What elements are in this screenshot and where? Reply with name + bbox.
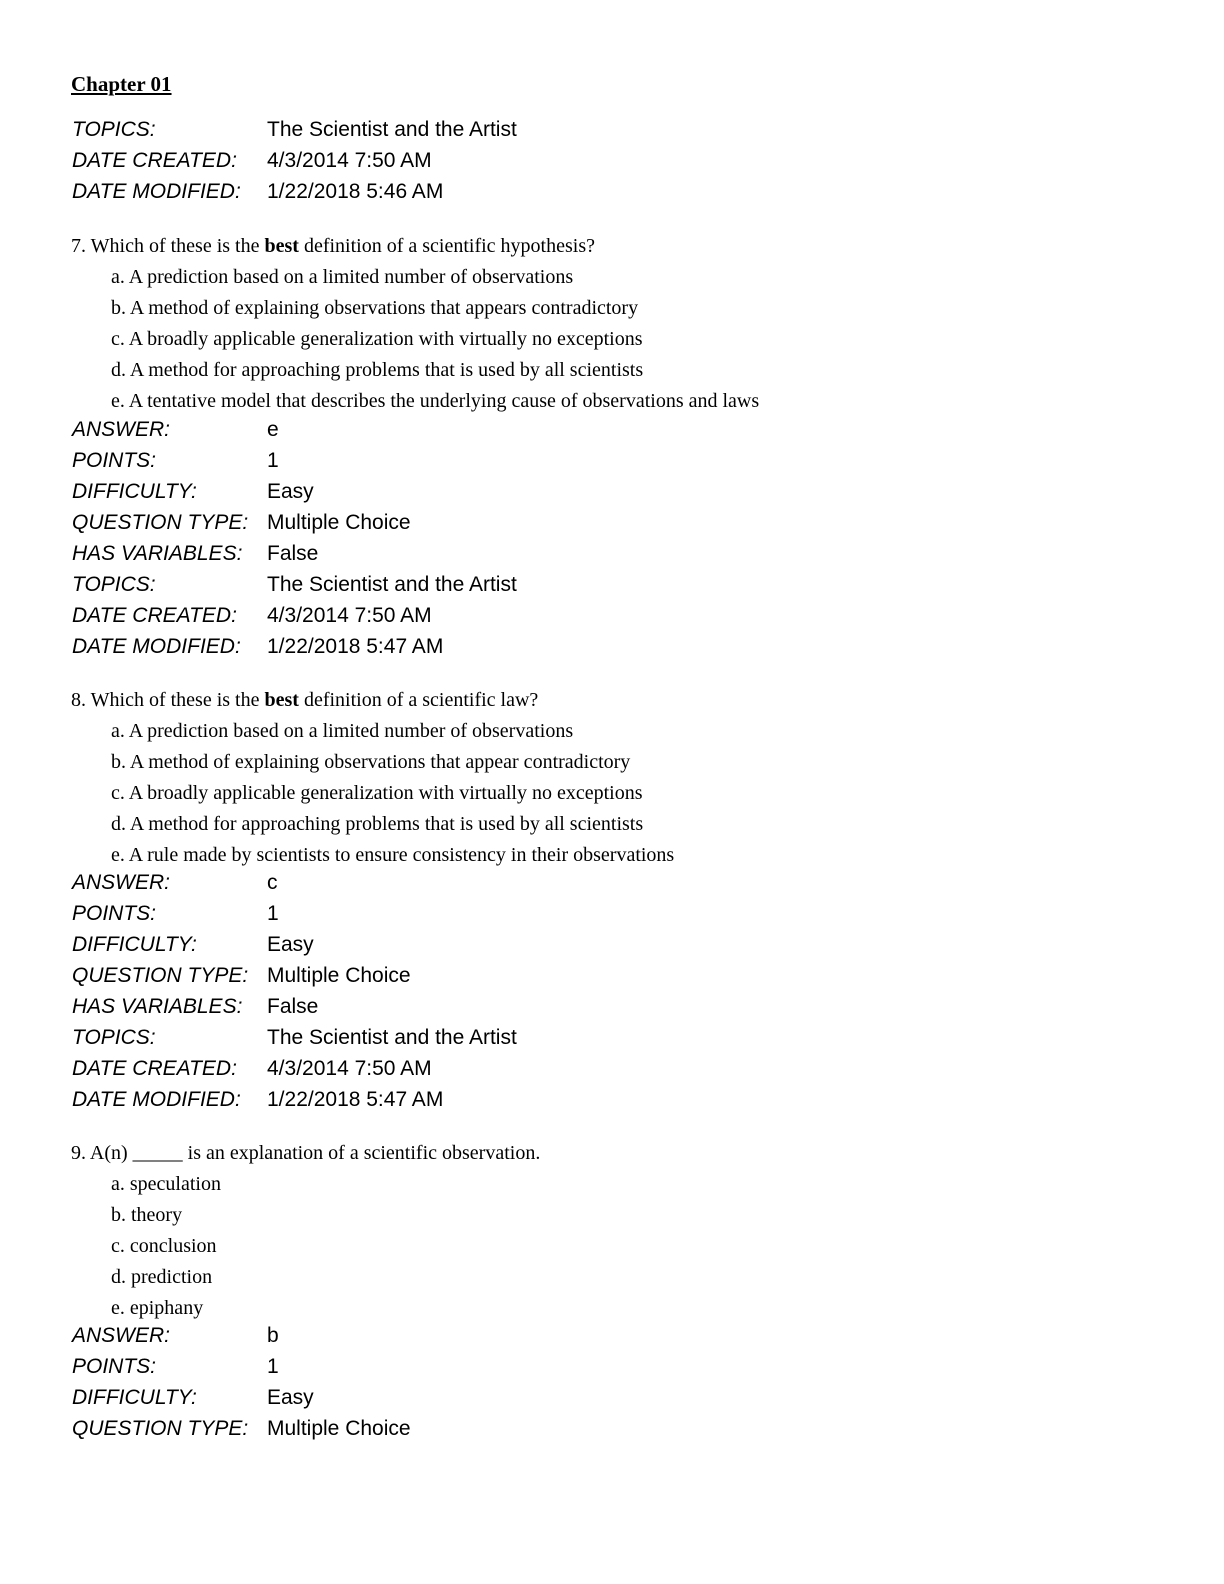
answer-option-a: a. speculation <box>111 1173 221 1195</box>
answer-option-e: e. A rule made by scientists to ensure consistency in their observations <box>111 844 675 866</box>
meta-value: b <box>267 1324 279 1347</box>
meta-row-question-type <box>72 1413 411 1444</box>
meta-value: 1 <box>267 1355 279 1378</box>
answer-option-a: a. A prediction based on a limited number of observations <box>111 720 574 742</box>
answer-option-c: c. A broadly applicable generalization with virtually no exceptions <box>111 782 643 804</box>
stem-text: 7. Which of these is the <box>71 235 265 257</box>
question-9 <box>71 1138 540 1324</box>
meta-value: 4/3/2014 7:50 AM <box>267 1057 432 1080</box>
meta-value: False <box>267 995 319 1018</box>
meta-row-points <box>72 445 517 476</box>
meta-value: Multiple Choice <box>267 964 411 987</box>
meta-label: DIFFICULTY: <box>72 933 197 956</box>
meta-label: TOPICS: <box>72 1026 156 1049</box>
meta-value: Easy <box>267 480 314 503</box>
answer-option-d: d. prediction <box>111 1266 213 1288</box>
meta-value: 4/3/2014 7:50 AM <box>267 604 432 627</box>
meta-value: Multiple Choice <box>267 1417 411 1440</box>
meta-row-question-type <box>72 960 517 991</box>
meta-label: DIFFICULTY: <box>72 1386 197 1409</box>
question-stem <box>71 1138 540 1169</box>
answer-option-d: d. A method for approaching problems that is used by all scientists <box>111 359 644 381</box>
answer-option-e: e. epiphany <box>111 1297 204 1319</box>
meta-row-answer <box>72 1320 411 1351</box>
meta-label: DATE MODIFIED: <box>72 180 241 203</box>
meta-value: 1 <box>267 902 279 925</box>
meta-row-date-modified <box>72 176 517 207</box>
question-7 <box>71 231 759 417</box>
meta-row-has-variables <box>72 991 517 1022</box>
answer-option-b: b. theory <box>111 1204 183 1226</box>
meta-value: Easy <box>267 933 314 956</box>
meta-label: TOPICS: <box>72 573 156 596</box>
meta-value: Multiple Choice <box>267 511 411 534</box>
meta-row-date-modified <box>72 1084 517 1115</box>
meta-label: ANSWER: <box>72 418 171 441</box>
meta-row-date-created <box>72 600 517 631</box>
meta-value: 1/22/2018 5:46 AM <box>267 180 444 203</box>
meta-row-topics <box>72 1022 517 1053</box>
question-stem <box>71 685 674 716</box>
meta-row-question-type <box>72 507 517 538</box>
meta-row-topics <box>72 569 517 600</box>
answer-option-c: c. conclusion <box>111 1235 217 1257</box>
meta-label: POINTS: <box>72 902 157 925</box>
stem-emphasis: best <box>264 689 299 711</box>
chapter-title: Chapter 01 <box>71 72 172 96</box>
answer-option-a: a. A prediction based on a limited number of observations <box>111 266 574 288</box>
meta-value: 1 <box>267 449 279 472</box>
meta-label: ANSWER: <box>72 1324 171 1347</box>
meta-value: e <box>267 418 279 441</box>
answer-option-e: e. A tentative model that describes the underlying cause of observations and laws <box>111 390 760 412</box>
stem-text: 8. Which of these is the <box>71 689 265 711</box>
stem-text: definition of a scientific law? <box>298 689 539 711</box>
meta-label: HAS VARIABLES: <box>72 542 243 565</box>
meta-row-points <box>72 898 517 929</box>
meta-row-answer <box>72 414 517 445</box>
meta-value: c <box>267 871 278 894</box>
question-8-metadata <box>72 867 517 1115</box>
meta-value: The Scientist and the Artist <box>267 573 517 596</box>
meta-label: TOPICS: <box>72 118 156 141</box>
meta-label: DIFFICULTY: <box>72 480 197 503</box>
meta-label: DATE CREATED: <box>72 1057 237 1080</box>
header-metadata <box>72 114 517 207</box>
meta-row-difficulty <box>72 1382 411 1413</box>
meta-label: ANSWER: <box>72 871 171 894</box>
answer-option-c: c. A broadly applicable generalization with virtually no exceptions <box>111 328 643 350</box>
meta-value: The Scientist and the Artist <box>267 118 517 141</box>
meta-label: DATE MODIFIED: <box>72 1088 241 1111</box>
question-stem <box>71 231 759 262</box>
meta-value: 1/22/2018 5:47 AM <box>267 1088 444 1111</box>
question-8 <box>71 685 674 871</box>
meta-row-answer <box>72 867 517 898</box>
meta-row-topics <box>72 114 517 145</box>
meta-value: The Scientist and the Artist <box>267 1026 517 1049</box>
meta-value: False <box>267 542 319 565</box>
meta-label: HAS VARIABLES: <box>72 995 243 1018</box>
meta-label: QUESTION TYPE: <box>72 1417 249 1440</box>
meta-row-points <box>72 1351 411 1382</box>
meta-row-difficulty <box>72 929 517 960</box>
answer-option-b: b. A method of explaining observations that appear contradictory <box>111 751 631 773</box>
question-9-metadata <box>72 1320 411 1444</box>
meta-label: QUESTION TYPE: <box>72 511 249 534</box>
meta-label: DATE CREATED: <box>72 604 237 627</box>
meta-value: 1/22/2018 5:47 AM <box>267 635 444 658</box>
meta-row-difficulty <box>72 476 517 507</box>
meta-row-has-variables <box>72 538 517 569</box>
meta-label: QUESTION TYPE: <box>72 964 249 987</box>
meta-label: POINTS: <box>72 1355 157 1378</box>
stem-emphasis: best <box>264 235 299 257</box>
meta-row-date-created <box>72 145 517 176</box>
meta-label: DATE MODIFIED: <box>72 635 241 658</box>
meta-row-date-modified <box>72 631 517 662</box>
meta-label: DATE CREATED: <box>72 149 237 172</box>
meta-row-date-created <box>72 1053 517 1084</box>
stem-text: 9. A(n) _____ is an explanation of a scientific observation. <box>71 1142 541 1164</box>
meta-label: POINTS: <box>72 449 157 472</box>
question-7-metadata <box>72 414 517 662</box>
meta-value: 4/3/2014 7:50 AM <box>267 149 432 172</box>
stem-text: definition of a scientific hypothesis? <box>298 235 595 257</box>
answer-option-d: d. A method for approaching problems that is used by all scientists <box>111 813 644 835</box>
answer-option-b: b. A method of explaining observations that appears contradictory <box>111 297 639 319</box>
meta-value: Easy <box>267 1386 314 1409</box>
